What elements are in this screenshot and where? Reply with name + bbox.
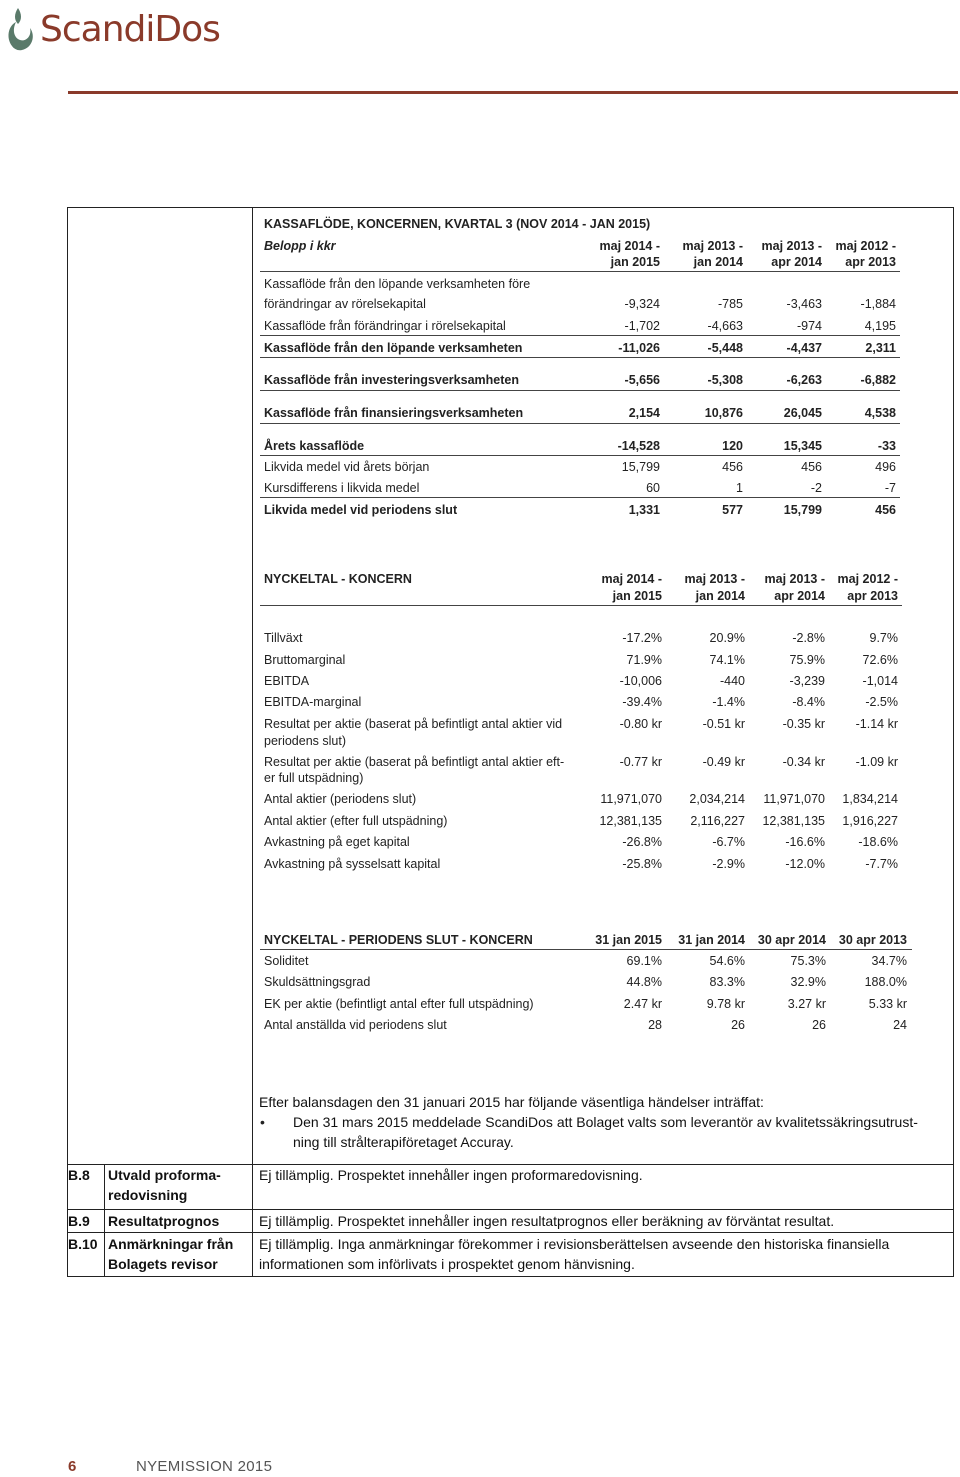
- cf-cell: -2: [810, 481, 822, 495]
- kf-cell: 1,916,227: [842, 814, 898, 828]
- cf-cell: 10,876: [704, 406, 743, 420]
- cf-cell: -5,448: [707, 341, 743, 355]
- kf-row-label: Avkastning på eget kapital: [264, 835, 410, 849]
- kf-cell: -0.77 kr: [619, 755, 662, 769]
- pe-row-label: Antal anställda vid periodens slut: [264, 1018, 447, 1032]
- kf-col-3-l1: maj 2013 -: [764, 572, 825, 586]
- kf-row-label: Bruttomarginal: [264, 653, 346, 667]
- cf-cell: -1,702: [624, 319, 660, 333]
- section-text: Ej tillämplig. Prospektet innehåller ingen proformaredovisning.: [259, 1167, 643, 1183]
- cf-cell: 2,154: [628, 406, 660, 420]
- kf-col-3-l2: apr 2014: [774, 589, 825, 603]
- cf-col-1-l1: maj 2014 -: [599, 239, 660, 253]
- cf-row-label: Årets kassaflöde: [264, 439, 365, 453]
- cf-cell: 1,331: [628, 503, 660, 517]
- cf-cell: -1,884: [860, 297, 896, 311]
- pe-col-1: 31 jan 2015: [595, 933, 662, 947]
- events-bullet-line1: Den 31 mars 2015 meddelade ScandiDos att Bolaget valts som leverantör av kvalitetssäkringsutrust-: [293, 1114, 918, 1130]
- pe-col-3: 30 apr 2014: [757, 933, 826, 947]
- cf-row-label: Kassaflöde från finansieringsverksamheten: [264, 406, 524, 420]
- cf-row-label: Likvida medel vid årets början: [264, 460, 430, 474]
- section-text: Ej tillämplig. Inga anmärkningar förekommer i revisionsberättelsen avseende den historiska finansiella: [259, 1236, 890, 1252]
- periodend-title: NYCKELTAL - PERIODENS SLUT - KONCERN: [264, 933, 533, 947]
- cf-cell: 60: [646, 481, 660, 495]
- pe-cell: 32.9%: [790, 975, 826, 989]
- cf-row-label: förändringar av rörelsekapital: [264, 297, 426, 311]
- pe-cell: 5.33 kr: [868, 997, 907, 1011]
- cf-cell: 456: [722, 460, 743, 474]
- cf-cell: 15,799: [783, 503, 822, 517]
- cf-cell: 26,045: [783, 406, 822, 420]
- pe-row-label: EK per aktie (befintligt antal efter full utspädning): [264, 997, 534, 1011]
- cf-row-label: Kassaflöde från den löpande verksamheten: [264, 341, 523, 355]
- kf-cell: -18.6%: [858, 835, 898, 849]
- kf-cell: -1.09 kr: [855, 755, 898, 769]
- kf-cell: -0.49 kr: [702, 755, 745, 769]
- cf-cell: -974: [796, 319, 822, 333]
- section-title: Resultatprognos: [108, 1213, 220, 1229]
- cf-cell: 15,799: [621, 460, 660, 474]
- keyfigures-title: NYCKELTAL - KONCERN: [264, 572, 412, 586]
- pe-col-2: 31 jan 2014: [678, 933, 745, 947]
- bullet-icon: •: [260, 1114, 265, 1130]
- section-title: Utvald proforma-: [108, 1167, 221, 1183]
- cf-col-4-l1: maj 2012 -: [835, 239, 896, 253]
- cf-cell: 120: [722, 439, 743, 453]
- kf-row-label: Antal aktier (periodens slut): [264, 792, 417, 806]
- pe-cell: 44.8%: [626, 975, 662, 989]
- kf-cell: -0.80 kr: [619, 717, 662, 731]
- cf-row-label: Kursdifferens i likvida medel: [264, 481, 420, 495]
- cf-cell: -33: [877, 439, 896, 453]
- section-code: B.8: [68, 1167, 90, 1183]
- kf-cell: -1.14 kr: [855, 717, 898, 731]
- kf-cell: -440: [719, 674, 745, 688]
- pe-cell: 3.27 kr: [787, 997, 826, 1011]
- pe-cell: 2.47 kr: [623, 997, 662, 1011]
- section-title-cont: Bolagets revisor: [108, 1256, 218, 1272]
- kf-cell: -7.7%: [865, 857, 898, 871]
- pe-cell: 75.3%: [790, 954, 826, 968]
- kf-cell: 74.1%: [709, 653, 745, 667]
- kf-cell: 2,116,227: [690, 814, 745, 828]
- kf-col-1-l2: jan 2015: [612, 589, 662, 603]
- cf-cell: 456: [875, 503, 896, 517]
- cf-cell: -7: [884, 481, 896, 495]
- cf-cell: 15,345: [783, 439, 822, 453]
- pe-cell: 9.78 kr: [706, 997, 745, 1011]
- kf-cell: 72.6%: [862, 653, 898, 667]
- section-code: B.9: [68, 1213, 90, 1229]
- kf-cell: 11,971,070: [763, 792, 825, 806]
- cf-rule: [260, 357, 900, 358]
- kf-cell: -26.8%: [622, 835, 662, 849]
- pe-cell: 34.7%: [871, 954, 907, 968]
- pe-row-label: Skuldsättningsgrad: [264, 975, 371, 989]
- kf-header-rule: [260, 605, 902, 606]
- cf-cell: -14,528: [617, 439, 660, 453]
- cf-cell: -785: [717, 297, 743, 311]
- section-text-cont: informationen som införlivats i prospektet genom hänvisning.: [259, 1256, 635, 1272]
- kf-cell: 11,971,070: [600, 792, 662, 806]
- kf-cell: -25.8%: [622, 857, 662, 871]
- column-separator: [252, 207, 253, 1164]
- section-rule: [67, 1209, 954, 1210]
- cf-cell: 4,195: [864, 319, 896, 333]
- section-divider: [252, 1164, 253, 1277]
- cf-cell: 456: [801, 460, 822, 474]
- kf-cell: 1,834,214: [842, 792, 898, 806]
- kf-col-4-l2: apr 2013: [847, 589, 898, 603]
- kf-cell: -10,006: [619, 674, 662, 688]
- cf-cell: -5,308: [707, 373, 743, 387]
- scandidos-logo-icon: [4, 4, 38, 54]
- kf-cell: 12,381,135: [762, 814, 825, 828]
- cf-cell: -6,882: [860, 373, 896, 387]
- events-bullet-line2: ning till strålterapiföretaget Accuray.: [293, 1134, 514, 1150]
- kf-cell: -16.6%: [785, 835, 825, 849]
- section-code: B.10: [68, 1236, 98, 1252]
- cf-cell: -9,324: [624, 297, 660, 311]
- cf-cell: -11,026: [618, 341, 660, 355]
- events-intro: Efter balansdagen den 31 januari 2015 har följande väsentliga händelser inträffat:: [259, 1094, 764, 1110]
- cf-row-label: Kassaflöde från investeringsverksamheten: [264, 373, 519, 387]
- cf-cell: -4,437: [786, 341, 822, 355]
- kf-row-label-cont: er full utspädning): [264, 771, 364, 785]
- kf-cell: -2.5%: [865, 695, 898, 709]
- cashflow-unit: Belopp i kkr: [264, 239, 336, 253]
- cf-rule: [260, 497, 900, 498]
- cf-cell: 496: [875, 460, 896, 474]
- section-text: Ej tillämplig. Prospektet innehåller ingen resultatprognos eller beräkning av förväntat resultat.: [259, 1213, 835, 1229]
- kf-cell: 71.9%: [626, 653, 662, 667]
- cf-pre-label: Kassaflöde från den löpande verksamheten före: [264, 277, 531, 291]
- logo: [4, 4, 220, 54]
- kf-cell: -0.34 kr: [782, 755, 825, 769]
- kf-cell: -0.35 kr: [782, 717, 825, 731]
- pe-cell: 24: [893, 1018, 907, 1032]
- cf-cell: -4,663: [707, 319, 743, 333]
- pe-col-4: 30 apr 2013: [838, 933, 907, 947]
- kf-row-label: Antal aktier (efter full utspädning): [264, 814, 448, 828]
- header-rule: [68, 91, 958, 94]
- kf-cell: -6.7%: [712, 835, 745, 849]
- cf-cell: 4,538: [864, 406, 896, 420]
- kf-col-4-l1: maj 2012 -: [837, 572, 898, 586]
- cf-rule: [260, 455, 900, 456]
- brand-name: ScandiDos: [40, 8, 220, 50]
- kf-cell: -39.4%: [622, 695, 662, 709]
- cf-cell: -5,656: [624, 373, 660, 387]
- pe-cell: 26: [731, 1018, 745, 1032]
- cf-cell: 577: [722, 503, 743, 517]
- pe-cell: 26: [812, 1018, 826, 1032]
- cf-cell: -3,463: [786, 297, 822, 311]
- cf-row-label: Kassaflöde från förändringar i rörelsekapital: [264, 319, 506, 333]
- kf-cell: -1.4%: [712, 695, 745, 709]
- pe-cell: 188.0%: [864, 975, 907, 989]
- pe-header-rule: [260, 949, 912, 950]
- kf-cell: -0.51 kr: [702, 717, 745, 731]
- kf-cell: -12.0%: [785, 857, 825, 871]
- section-divider: [104, 1164, 105, 1277]
- page-number: 6: [68, 1458, 77, 1475]
- kf-row-label: EBITDA: [264, 674, 310, 688]
- cf-cell: -6,263: [786, 373, 822, 387]
- kf-row-label: EBITDA-marginal: [264, 695, 362, 709]
- section-rule: [67, 1232, 954, 1233]
- kf-cell: -2.8%: [792, 631, 825, 645]
- kf-row-label: Avkastning på sysselsatt kapital: [264, 857, 441, 871]
- cf-cell: 1: [736, 481, 743, 495]
- cf-col-2-l1: maj 2013 -: [682, 239, 743, 253]
- cf-rule: [260, 423, 900, 424]
- kf-row-label: Resultat per aktie (baserat på befintligt antal aktier eft-: [264, 755, 565, 769]
- pe-cell: 69.1%: [626, 954, 662, 968]
- cf-subtotal-rule: [260, 335, 900, 336]
- pe-cell: 54.6%: [709, 954, 745, 968]
- kf-cell: -1,014: [862, 674, 898, 688]
- cashflow-title: KASSAFLÖDE, KONCERNEN, KVARTAL 3 (NOV 2014 - JAN 2015): [264, 217, 651, 231]
- kf-row-label: Resultat per aktie (baserat på befintligt antal aktier vid: [264, 717, 563, 731]
- kf-cell: -3,239: [789, 674, 825, 688]
- cf-col-1-l2: jan 2015: [610, 255, 660, 269]
- kf-col-2-l1: maj 2013 -: [684, 572, 745, 586]
- cf-rule: [260, 390, 900, 391]
- footer-title: NYEMISSION 2015: [136, 1458, 273, 1475]
- cf-header-rule: [260, 271, 900, 272]
- section-title-cont: redovisning: [108, 1187, 188, 1203]
- kf-col-1-l1: maj 2014 -: [601, 572, 662, 586]
- kf-cell: 2,034,214: [689, 792, 745, 806]
- pe-cell: 28: [648, 1018, 662, 1032]
- kf-cell: 9.7%: [869, 631, 898, 645]
- cf-col-3-l1: maj 2013 -: [761, 239, 822, 253]
- cf-col-3-l2: apr 2014: [771, 255, 822, 269]
- cf-col-4-l2: apr 2013: [845, 255, 896, 269]
- cf-col-2-l2: jan 2014: [693, 255, 743, 269]
- pe-cell: 83.3%: [709, 975, 745, 989]
- kf-row-label-cont: periodens slut): [264, 734, 346, 748]
- kf-cell: 20.9%: [709, 631, 745, 645]
- kf-cell: -17.2%: [622, 631, 662, 645]
- kf-row-label: Tillväxt: [264, 631, 303, 645]
- kf-cell: -2.9%: [712, 857, 745, 871]
- pe-row-label: Soliditet: [264, 954, 309, 968]
- kf-cell: -8.4%: [792, 695, 825, 709]
- cf-row-label: Likvida medel vid periodens slut: [264, 503, 458, 517]
- kf-cell: 12,381,135: [599, 814, 662, 828]
- kf-col-2-l2: jan 2014: [695, 589, 745, 603]
- kf-cell: 75.9%: [789, 653, 825, 667]
- section-title: Anmärkningar från: [108, 1236, 234, 1252]
- cf-cell: 2,311: [865, 341, 896, 355]
